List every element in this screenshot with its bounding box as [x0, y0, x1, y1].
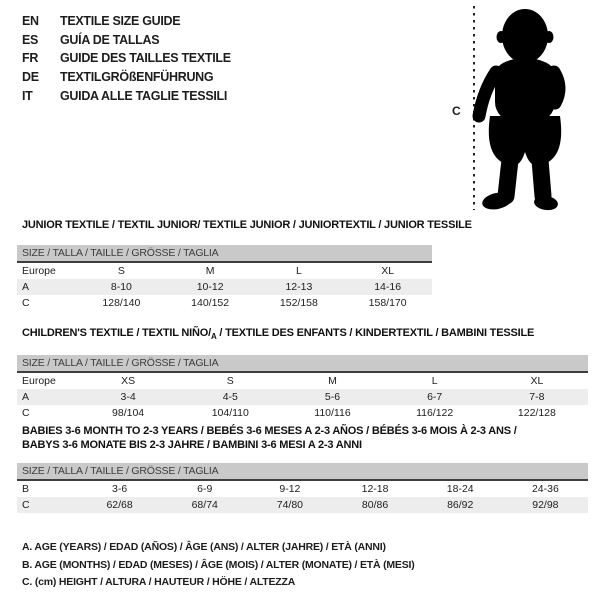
value-cell: XS	[121, 375, 136, 388]
value-cell: 110/116	[314, 407, 351, 420]
section-babies-textile	[17, 424, 588, 513]
value-cell: 62/68	[106, 499, 133, 511]
value-cell: S	[117, 265, 125, 277]
value-cell: 7-8	[529, 391, 545, 404]
value-cell: 128/140	[102, 297, 141, 309]
value-cell: 9-12	[279, 483, 301, 495]
size-header-bar: SIZE / TALLA / TAILLE / GRÖSSE / TAGLIA	[17, 463, 588, 480]
value-cell: 3-4	[120, 391, 136, 404]
section-title: BABIES 3-6 MONTH TO 2-3 YEARS / BEBÉS 3-6 MESES A 2-3 AÑOS / BÉBÉS 3-6 MOIS À 2-3 ANS / BABYS 3-6 MONATE BIS 2-3 JAHRE / BAMBINI 3-6 MESI A 2-3 ANNI	[22, 425, 517, 451]
value-cell: 80/86	[361, 499, 389, 511]
baby-silhouette	[479, 9, 561, 212]
value-cell: 68/74	[191, 499, 218, 511]
value-cell: 6-7	[427, 391, 443, 404]
language-code: ES	[22, 32, 39, 47]
baby-silhouette-image	[466, 4, 594, 212]
value-cell: 18-24	[446, 483, 474, 495]
language-code: DE	[22, 70, 39, 85]
size-header-bar: SIZE / TALLA / TAILLE / GRÖSSE / TAGLIA	[17, 245, 432, 262]
list-item	[22, 86, 231, 105]
legend-line-a: A. AGE (YEARS) / EDAD (AÑOS) / ÂGE (ANS) / ALTER (JAHRE) / ETÀ (ANNI)	[22, 541, 386, 553]
list-item	[22, 12, 231, 31]
legend-line-c: C. (cm) HEIGHT / ALTURA / HAUTEUR / HÖHE / ALTEZZA	[22, 576, 296, 588]
value-cell: M	[205, 265, 215, 277]
value-cell: 8-10	[110, 281, 132, 293]
language-title: GUIDE DES TAILLES TEXTILE	[60, 51, 231, 66]
language-title: TEXTILE SIZE GUIDE	[60, 14, 181, 29]
value-cell: 5-6	[324, 391, 341, 404]
value-cell: 12-18	[361, 483, 389, 495]
table-row	[17, 480, 588, 497]
table-row	[17, 389, 588, 405]
row-label: Europe	[22, 265, 56, 277]
section-junior-textile	[17, 218, 472, 311]
list-item	[22, 31, 231, 50]
value-cell: 6-9	[197, 483, 213, 495]
value-cell: 152/158	[279, 297, 318, 309]
babies-size-table	[17, 463, 588, 513]
value-cell: 4-5	[222, 391, 238, 404]
language-title: GUIDA ALLE TAGLIE TESSILI	[60, 88, 228, 103]
row-label: Europe	[22, 375, 56, 388]
value-cell: 10-12	[196, 281, 224, 293]
value-cell: S	[226, 375, 234, 388]
row-label: C	[22, 407, 30, 420]
language-code: IT	[22, 88, 33, 103]
value-cell: XL	[530, 375, 544, 388]
legend-line-b: B. AGE (MONTHS) / EDAD (MESES) / ÂGE (MOIS) / ALTER (MONATE) / ETÀ (MESI)	[22, 558, 415, 571]
junior-size-table	[17, 245, 432, 311]
table-row	[17, 262, 432, 279]
value-cell: 98/104	[112, 407, 145, 420]
section-children-textile	[17, 326, 588, 421]
value-cell: XL	[381, 265, 395, 277]
value-cell: 140/152	[191, 297, 230, 309]
table-row	[17, 295, 432, 311]
height-measure-label: C	[452, 104, 461, 118]
value-cell: 12-13	[285, 281, 313, 293]
row-label: B	[22, 483, 30, 495]
row-label: C	[22, 297, 30, 309]
size-header-bar: SIZE / TALLA / TAILLE / GRÖSSE / TAGLIA	[17, 355, 588, 372]
value-cell: 3-6	[111, 483, 128, 495]
row-label: A	[22, 281, 30, 293]
language-title: TEXTILGRÖßENFÜHRUNG	[60, 70, 214, 85]
language-code: FR	[22, 51, 39, 66]
value-cell: 86/92	[447, 499, 474, 511]
row-label: C	[22, 499, 30, 511]
value-cell: 116/122	[416, 407, 454, 420]
row-label: A	[22, 391, 30, 404]
language-list	[22, 12, 231, 105]
section-title: CHILDREN'S TEXTILE / TEXTIL NIÑO/$_A$ / TEXTILE DES ENFANTS / KINDERTEXTIL / BAMBINI TESSILE	[22, 327, 535, 342]
value-cell: M	[328, 375, 337, 388]
list-item	[22, 68, 231, 87]
children-size-table	[17, 355, 588, 421]
value-cell: L	[431, 375, 438, 388]
value-cell: 158/170	[368, 297, 407, 309]
value-cell: 122/128	[517, 407, 556, 420]
measurement-legend	[22, 539, 415, 592]
value-cell: L	[295, 265, 302, 277]
language-title: GUÍA DE TALLAS	[60, 32, 160, 47]
language-code: EN	[22, 14, 39, 29]
table-row	[17, 279, 432, 295]
value-cell: 24-36	[531, 483, 559, 495]
list-item	[22, 49, 231, 68]
section-title: JUNIOR TEXTILE / TEXTIL JUNIOR/ TEXTILE JUNIOR / JUNIORTEXTIL / JUNIOR TESSILE	[22, 219, 472, 231]
table-row	[17, 372, 588, 389]
value-cell: 92/98	[532, 499, 559, 511]
value-cell: 14-16	[374, 281, 402, 293]
value-cell: 74/80	[276, 499, 304, 511]
table-row	[17, 497, 588, 513]
value-cell: 104/110	[211, 407, 249, 420]
table-row	[17, 405, 588, 421]
